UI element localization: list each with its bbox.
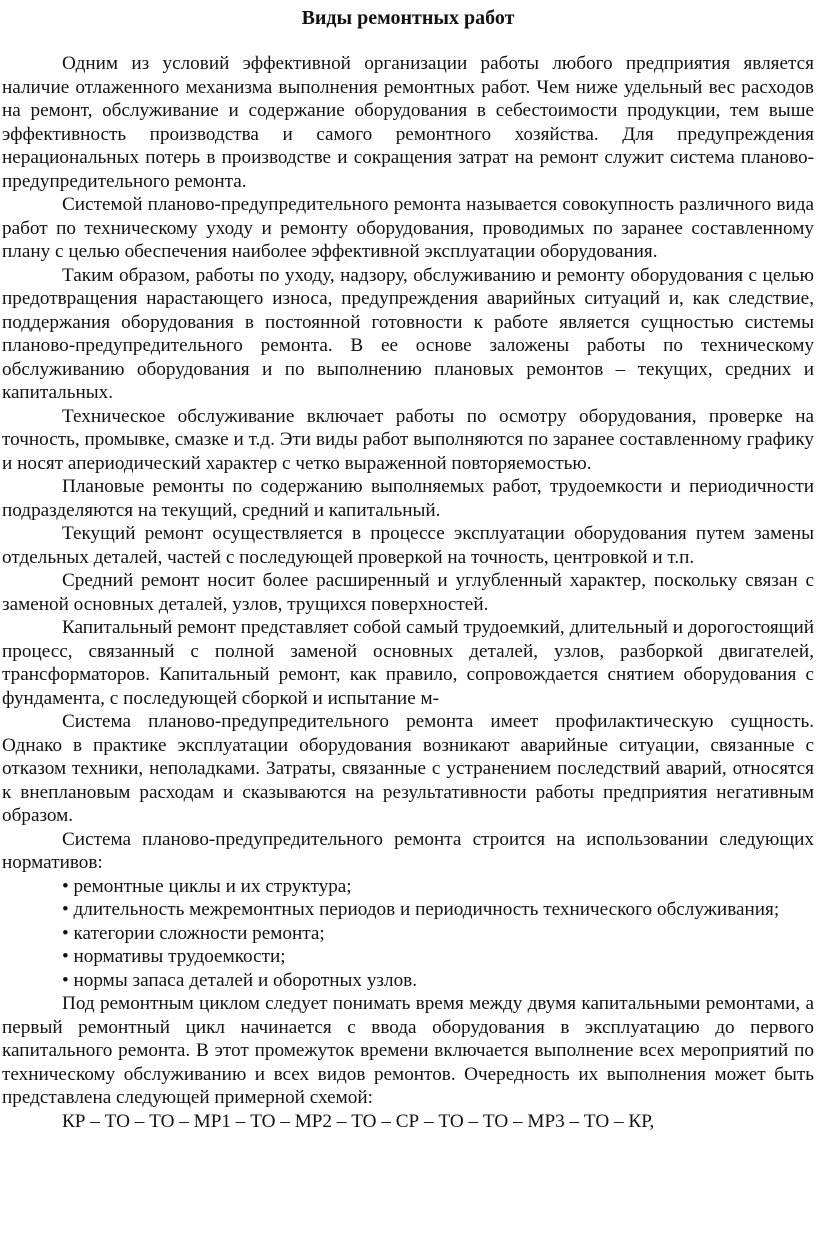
paragraph-norms-intro: Система планово-предупредительного ремонта строится на использовании следующих нормативов: <box>2 828 814 873</box>
paragraph-current-repair: Текущий ремонт осуществляется в процессе эксплуатации оборудования путем замены отдельных деталей, частей с последующей проверкой на точность, центровкой и т.п. <box>2 523 814 568</box>
document-title: Виды ремонтных работ <box>301 7 515 29</box>
list-item: • длительность межремонтных периодов и периодичность технического обслуживания; <box>62 899 780 920</box>
paragraph-essence: Таким образом, работы по уходу, надзору, обслуживанию и ремонту оборудования с целью предотвращения нарастающего износа, предупреждения аварийных ситуаций и, как следствие, поддержания оборудования в постоянной готовности к работе является сущностью системы планово-предупредительного ремонта. В ее основе заложены работы по техническому обслуживанию оборудования и по выполнению плановых ремонтов – текущих, средних и капитальных. <box>2 264 814 403</box>
paragraph-definition: Системой планово-предупредительного ремонта называется совокупность различного вида работ по техническому уходу и ремонту оборудования, проводимых по заранее составленному плану с целью обеспечения наиболее эффективной эксплуатации оборудования. <box>2 194 814 262</box>
paragraph-repair-cycle: Под ремонтным циклом следует понимать время между двумя капитальными ремонтами, а первый ремонтный цикл начинается с ввода оборудования в эксплуатацию до первого капитального ремонта. В этот промежуток времени включается выполнение всех мероприятий по техническому обслуживанию и всех видов ремонтов. Очередность их выполнения может быть представлена следующей примерной схемой: <box>2 993 814 1108</box>
list-item: • категории сложности ремонта; <box>62 922 325 944</box>
list-item: • нормы запаса деталей и оборотных узлов. <box>62 969 418 991</box>
paragraph-intro: Одним из условий эффективной организации работы любого предприятия является наличие отлаженного механизма выполнения ремонтных работ. Чем ниже удельный вес расходов на ремонт, обслуживание и содержание оборудования в себестоимости продукции, тем выше эффективность производства и самого ремонтного хозяйства. Для предупреждения нерациональных потерь в производстве и сокращения затрат на ремонт служит система планово-предупредительного ремонта. <box>2 53 814 192</box>
paragraph-maintenance: Техническое обслуживание включает работы по осмотру оборудования, проверке на точность, промывке, смазке и т.д. Эти виды работ выполняются по заранее составленному графику и носят апериодический характер с четко выраженной повторяемостью. <box>2 405 814 474</box>
list-item: • нормативы трудоемкости; <box>62 946 286 967</box>
paragraph-capital-repair: Капитальный ремонт представляет собой самый трудоемкий, длительный и дорогостоящий процесс, связанный с полной заменой основных деталей, узлов, разборкой двигателей, трансформаторов. Капитальный ремонт, как правило, сопровождается снятием оборудования с фундамента, с последующей сборкой и испытание м- <box>2 617 814 709</box>
paragraph-planned-repairs: Плановые ремонты по содержанию выполняемых работ, трудоемкости и периодичности подразделяются на текущий, средний и капитальный. <box>2 476 814 521</box>
paragraph-medium-repair: Средний ремонт носит более расширенный и углубленный характер, поскольку связан с заменой основных деталей, узлов, трущихся поверхностей. <box>2 570 814 615</box>
list-item: • ремонтные циклы и их структура; <box>62 875 352 897</box>
paragraph-preventive-nature: Система планово-предупредительного ремонта имеет профилактическую сущность. Однако в практике эксплуатации оборудования возникают аварийные ситуации, связанные с отказом техники, неполадками. Затраты, связанные с устранением последствий аварий, относятся к внеплановым расходам и сказываются на результативности работы предприятия негативным образом. <box>2 711 814 826</box>
repair-cycle-formula: КР – ТО – ТО – МР1 – ТО – МР2 – ТО – СР – ТО – ТО – МР3 – ТО – КР, <box>62 1110 655 1132</box>
